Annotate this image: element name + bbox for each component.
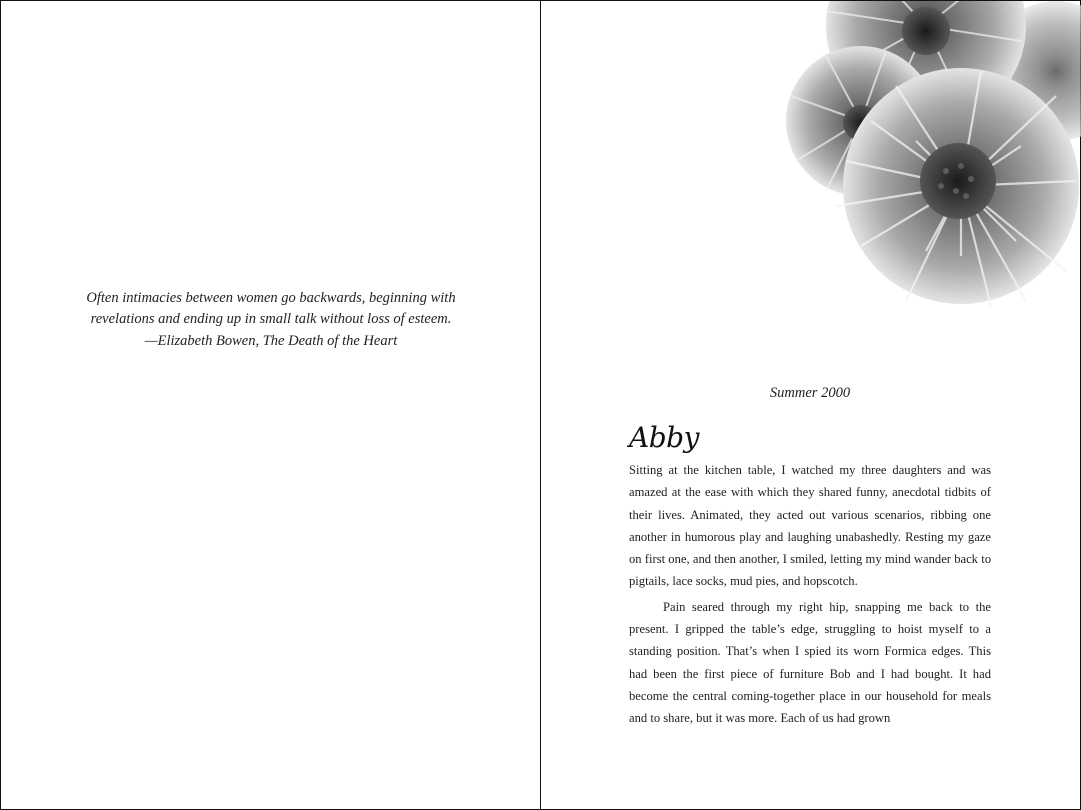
paragraph: Sitting at the kitchen table, I watched my three daughters and was amazed at the ease with which they shared funny, anecdotal tidbits of their lives. Animated, they acted out various scenarios, ribbing one another in humorous play and laughing unabashedly. Resting my gaze on first one, and then another, I smiled, letting my mind wander back to pigtails, lace socks, mud pies, and hopscotch. bbox=[629, 463, 991, 589]
paragraph: Pain seared through my right hip, snapping me back to the present. I gripped the table’s edge, struggling to hoist myself to a standing position. That’s when I spied its worn Formica edges. This had been the first piece of furniture Bob and I had bought. It had become the central coming-together place in our household for meals and to share, but it was more. Each of us had grown bbox=[629, 599, 991, 726]
epigraph-attribution: —Elizabeth Bowen, The Death of the Heart bbox=[144, 333, 398, 349]
chapter-title: Abby bbox=[629, 421, 699, 454]
season-heading: Summer 2000 bbox=[769, 385, 851, 401]
chrysanthemum-image bbox=[766, 1, 1081, 321]
epigraph bbox=[81, 288, 461, 352]
epigraph-quote: Often intimacies between women go backwards, beginning with revelations and ending up in small talk without loss of esteem. bbox=[86, 290, 456, 327]
right-page bbox=[540, 0, 1081, 810]
body-text bbox=[629, 459, 991, 730]
